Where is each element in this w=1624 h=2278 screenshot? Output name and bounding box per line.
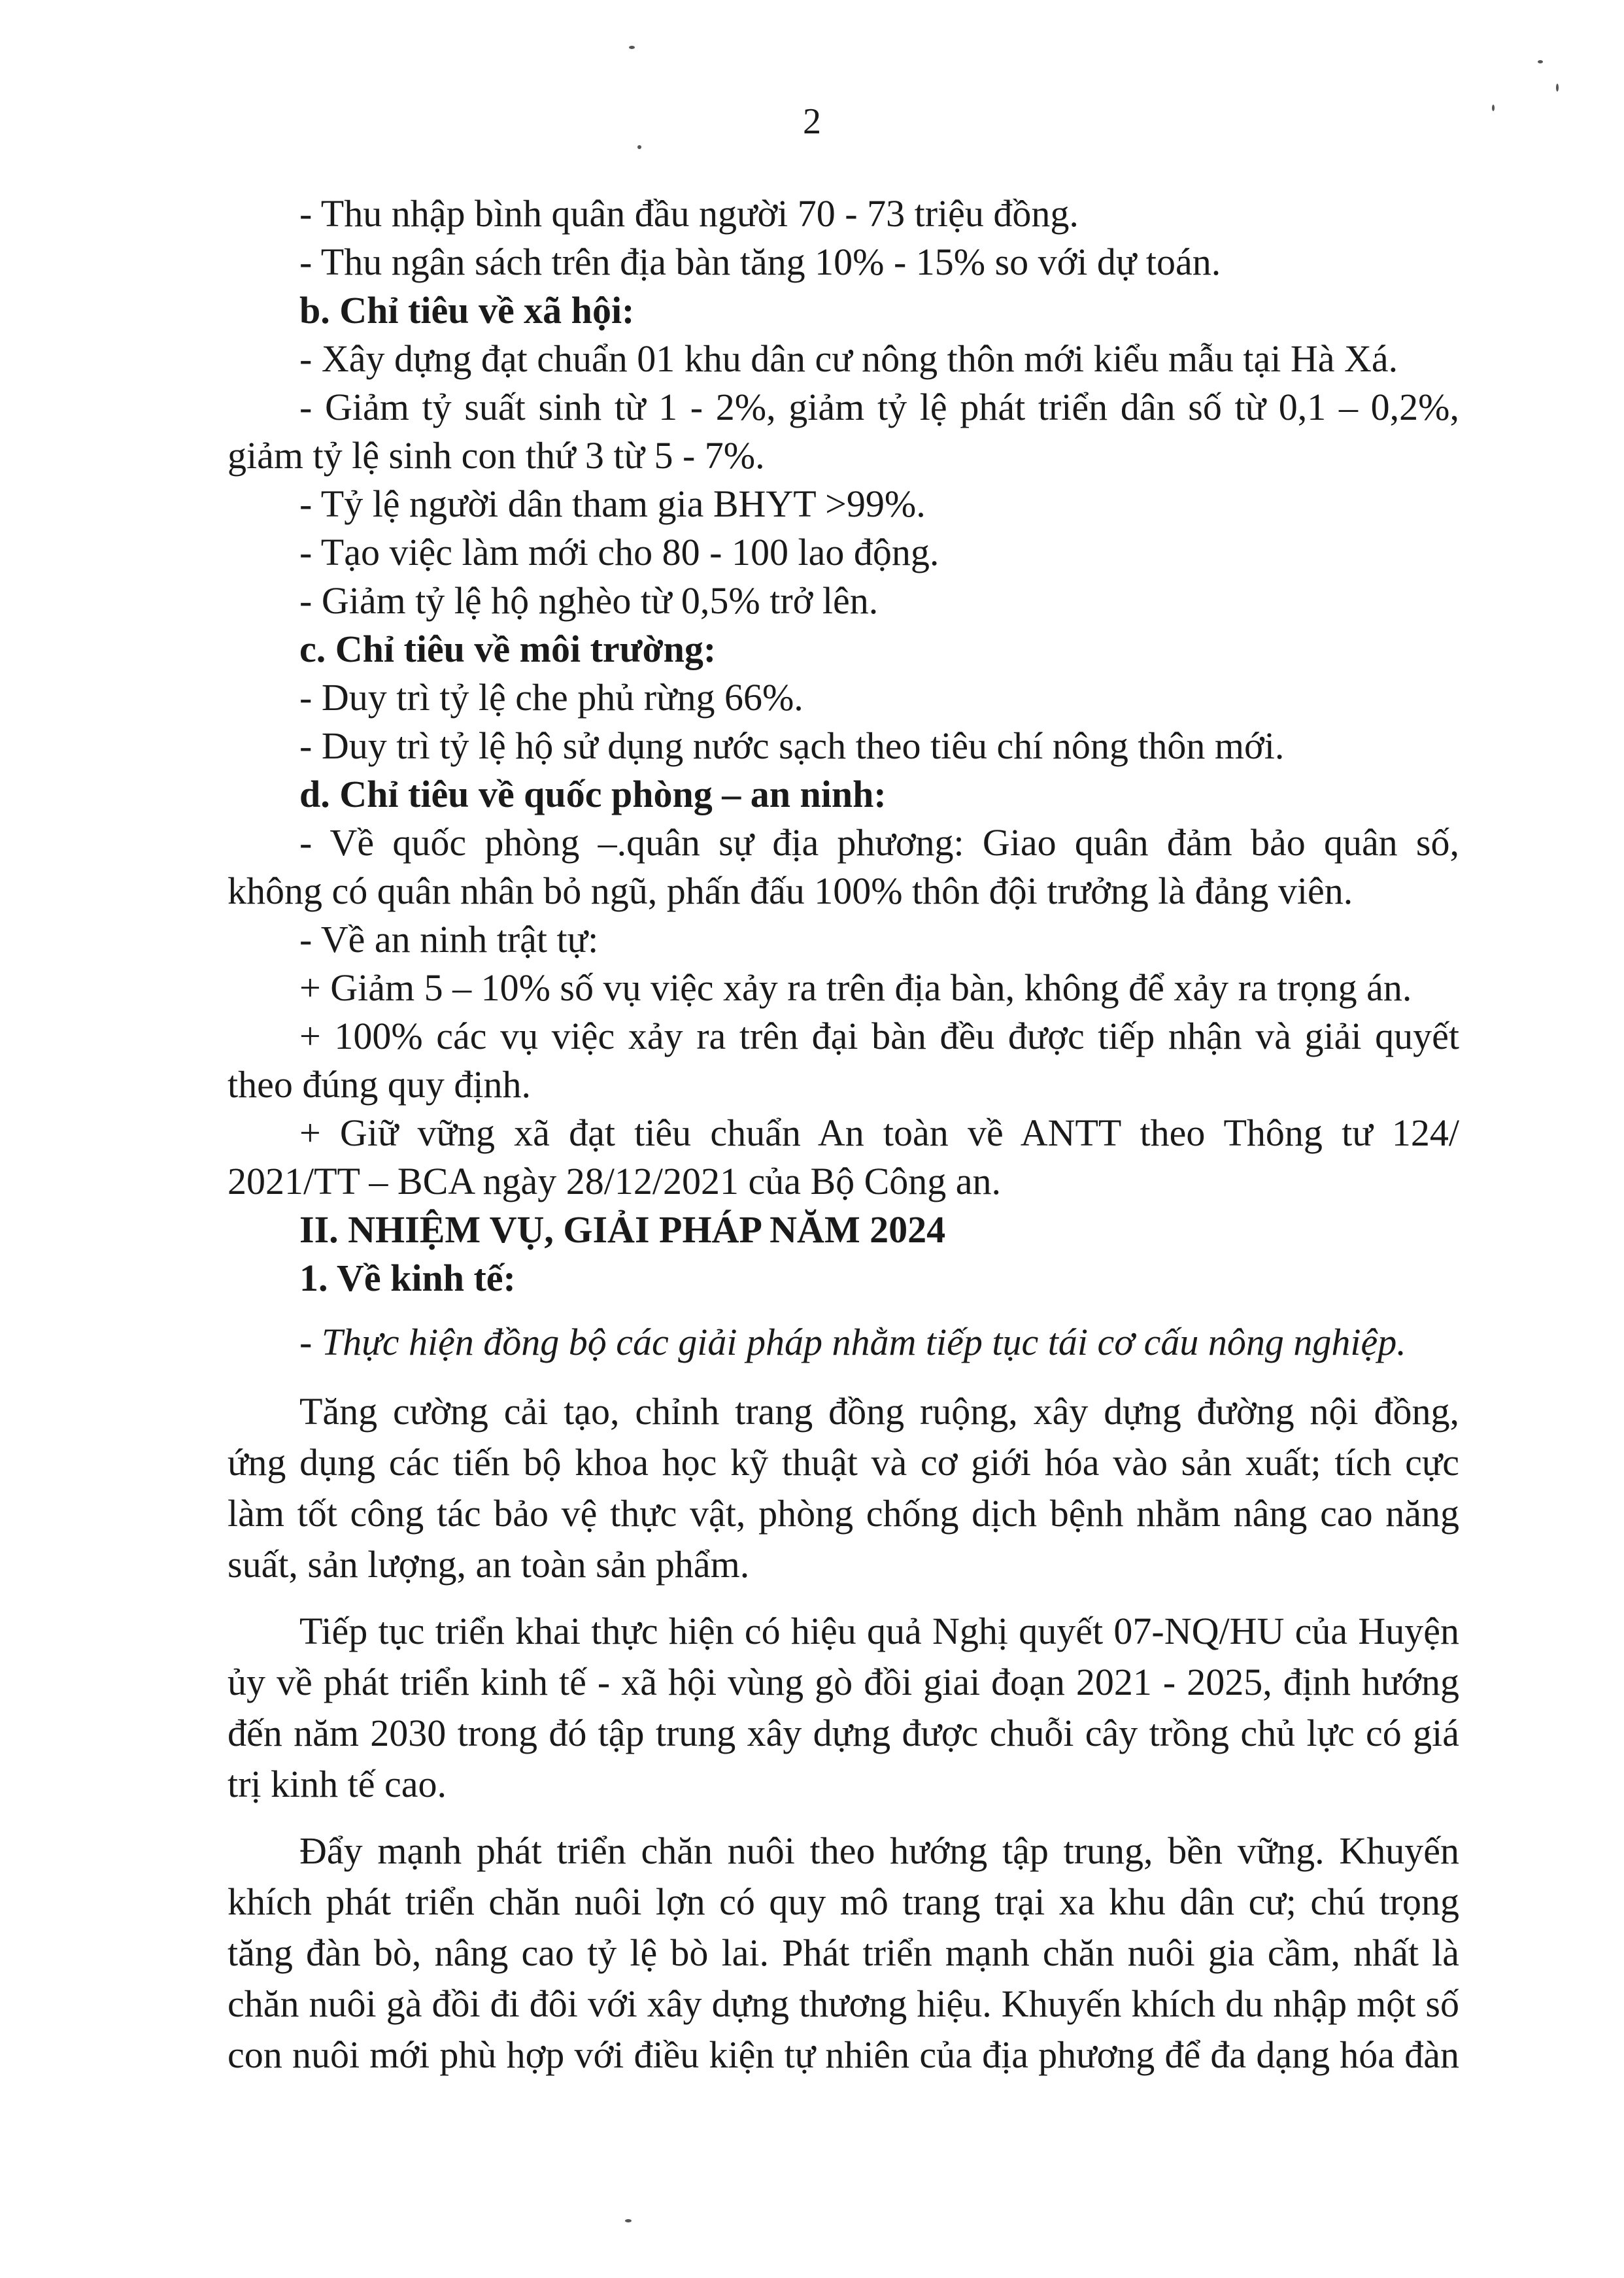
defense-item-handle-cases-line2: theo đúng quy định.	[228, 1063, 531, 1106]
paragraph-line: khích phát triển chăn nuôi lợn có quy mô trang trại xa khu dân cư; chú trọng	[228, 1880, 1459, 1923]
paragraph-line: trị kinh tế cao.	[228, 1763, 447, 1805]
scan-speck	[1538, 60, 1543, 63]
social-item-model-village: - Xây dựng đạt chuẩn 01 khu dân cư nông thôn mới kiểu mẫu tại Hà Xá.	[299, 337, 1398, 380]
environment-heading: c. Chỉ tiêu về môi trường:	[299, 628, 717, 670]
defense-item-military-line1: - Về quốc phòng –.quân sự địa phương: Giao quân đảm bảo quân số,	[299, 821, 1459, 864]
paragraph-line: đến năm 2030 trong đó tập trung xây dựng được chuỗi cây trồng chủ lực có giá	[228, 1712, 1459, 1754]
paragraph-line: Đẩy mạnh phát triển chăn nuôi theo hướng tập trung, bền vững. Khuyến	[299, 1829, 1459, 1872]
scan-speck	[629, 46, 635, 49]
economic-item-income: - Thu nhập bình quân đầu người 70 - 73 triệu đồng.	[299, 192, 1079, 235]
social-item-jobs: - Tạo việc làm mới cho 80 - 100 lao động.	[299, 531, 939, 573]
paragraph-field-improvement	[228, 1386, 1459, 1590]
economic-item-budget: - Thu ngân sách trên địa bàn tăng 10% - 15% so với dự toán.	[299, 241, 1221, 283]
social-item-birth-rate-line1: - Giảm tỷ suất sinh từ 1 - 2%, giảm tỷ lệ phát triển dân số từ 0,1 – 0,2%,	[299, 386, 1459, 428]
paragraph-line: Tăng cường cải tạo, chỉnh trang đồng ruộng, xây dựng đường nội đồng,	[299, 1390, 1459, 1433]
scan-speck	[1492, 105, 1495, 111]
social-item-birth-rate-line2: giảm tỷ lệ sinh con thứ 3 từ 5 - 7%.	[228, 434, 765, 477]
social-item-health-insurance: - Tỷ lệ người dân tham gia BHYT >99%.	[299, 483, 926, 525]
defense-item-military-line2: không có quân nhân bỏ ngũ, phấn đấu 100% thôn đội trưởng là đảng viên.	[228, 870, 1353, 912]
italic-lead-line: - Thực hiện đồng bộ các giải pháp nhằm tiếp tục tái cơ cấu nông nghiệp.	[299, 1321, 1406, 1363]
paragraph-line: làm tốt công tác bảo vệ thực vật, phòng chống dịch bệnh nhằm nâng cao năng	[228, 1492, 1459, 1535]
environment-item-water: - Duy trì tỷ lệ hộ sử dụng nước sạch theo tiêu chí nông thôn mới.	[299, 724, 1285, 767]
defense-heading: d. Chỉ tiêu về quốc phòng – an ninh:	[299, 773, 887, 815]
paragraph-line: tăng đàn bò, nâng cao tỷ lệ bò lai. Phát triển mạnh chăn nuôi gia cầm, nhất là	[228, 1931, 1459, 1974]
social-heading: b. Chỉ tiêu về xã hội:	[299, 289, 635, 332]
defense-item-standard-line2: 2021/TT – BCA ngày 28/12/2021 của Bộ Công an.	[228, 1160, 1002, 1202]
paragraph-line: ủy về phát triển kinh tế - xã hội vùng gò đồi giai đoạn 2021 - 2025, định hướng	[228, 1661, 1459, 1703]
paragraph-line: suất, sản lượng, an toàn sản phẩm.	[228, 1543, 750, 1586]
defense-item-security: - Về an ninh trật tự:	[299, 918, 599, 960]
defense-item-reduce-cases: + Giảm 5 – 10% số vụ việc xảy ra trên địa bàn, không để xảy ra trọng án.	[299, 966, 1412, 1009]
section-heading-tasks: II. NHIỆM VỤ, GIẢI PHÁP NĂM 2024	[299, 1208, 946, 1251]
document-body	[228, 190, 1459, 2081]
defense-item-handle-cases-line1: + 100% các vụ việc xảy ra trên đại bàn đều được tiếp nhận và giải quyết	[299, 1015, 1459, 1057]
environment-item-forest: - Duy trì tỷ lệ che phủ rừng 66%.	[299, 676, 804, 719]
paragraph-resolution	[228, 1606, 1459, 1810]
paragraph-line: Tiếp tục triển khai thực hiện có hiệu quả Nghị quyết 07-NQ/HU của Huyện	[299, 1610, 1459, 1652]
scan-speck	[1556, 84, 1559, 92]
subsection-heading-economy: 1. Về kinh tế:	[299, 1257, 516, 1299]
paragraph-line: ứng dụng các tiến bộ khoa học kỹ thuật và cơ giới hóa vào sản xuất; tích cực	[228, 1441, 1459, 1484]
social-item-poverty: - Giảm tỷ lệ hộ nghèo từ 0,5% trở lên.	[299, 579, 879, 622]
paragraph-livestock	[228, 1826, 1459, 2081]
paragraph-line: chăn nuôi gà đồi đi đôi với xây dựng thương hiệu. Khuyến khích du nhập một số	[228, 1982, 1459, 2025]
page-number: 2	[803, 101, 821, 142]
scan-speck	[637, 145, 641, 149]
paragraph-line: con nuôi mới phù hợp với điều kiện tự nhiên của địa phương để đa dạng hóa đàn	[228, 2033, 1459, 2076]
scan-speck	[625, 2219, 632, 2222]
defense-item-standard-line1: + Giữ vững xã đạt tiêu chuẩn An toàn về ANTT theo Thông tư 124/	[299, 1112, 1459, 1154]
